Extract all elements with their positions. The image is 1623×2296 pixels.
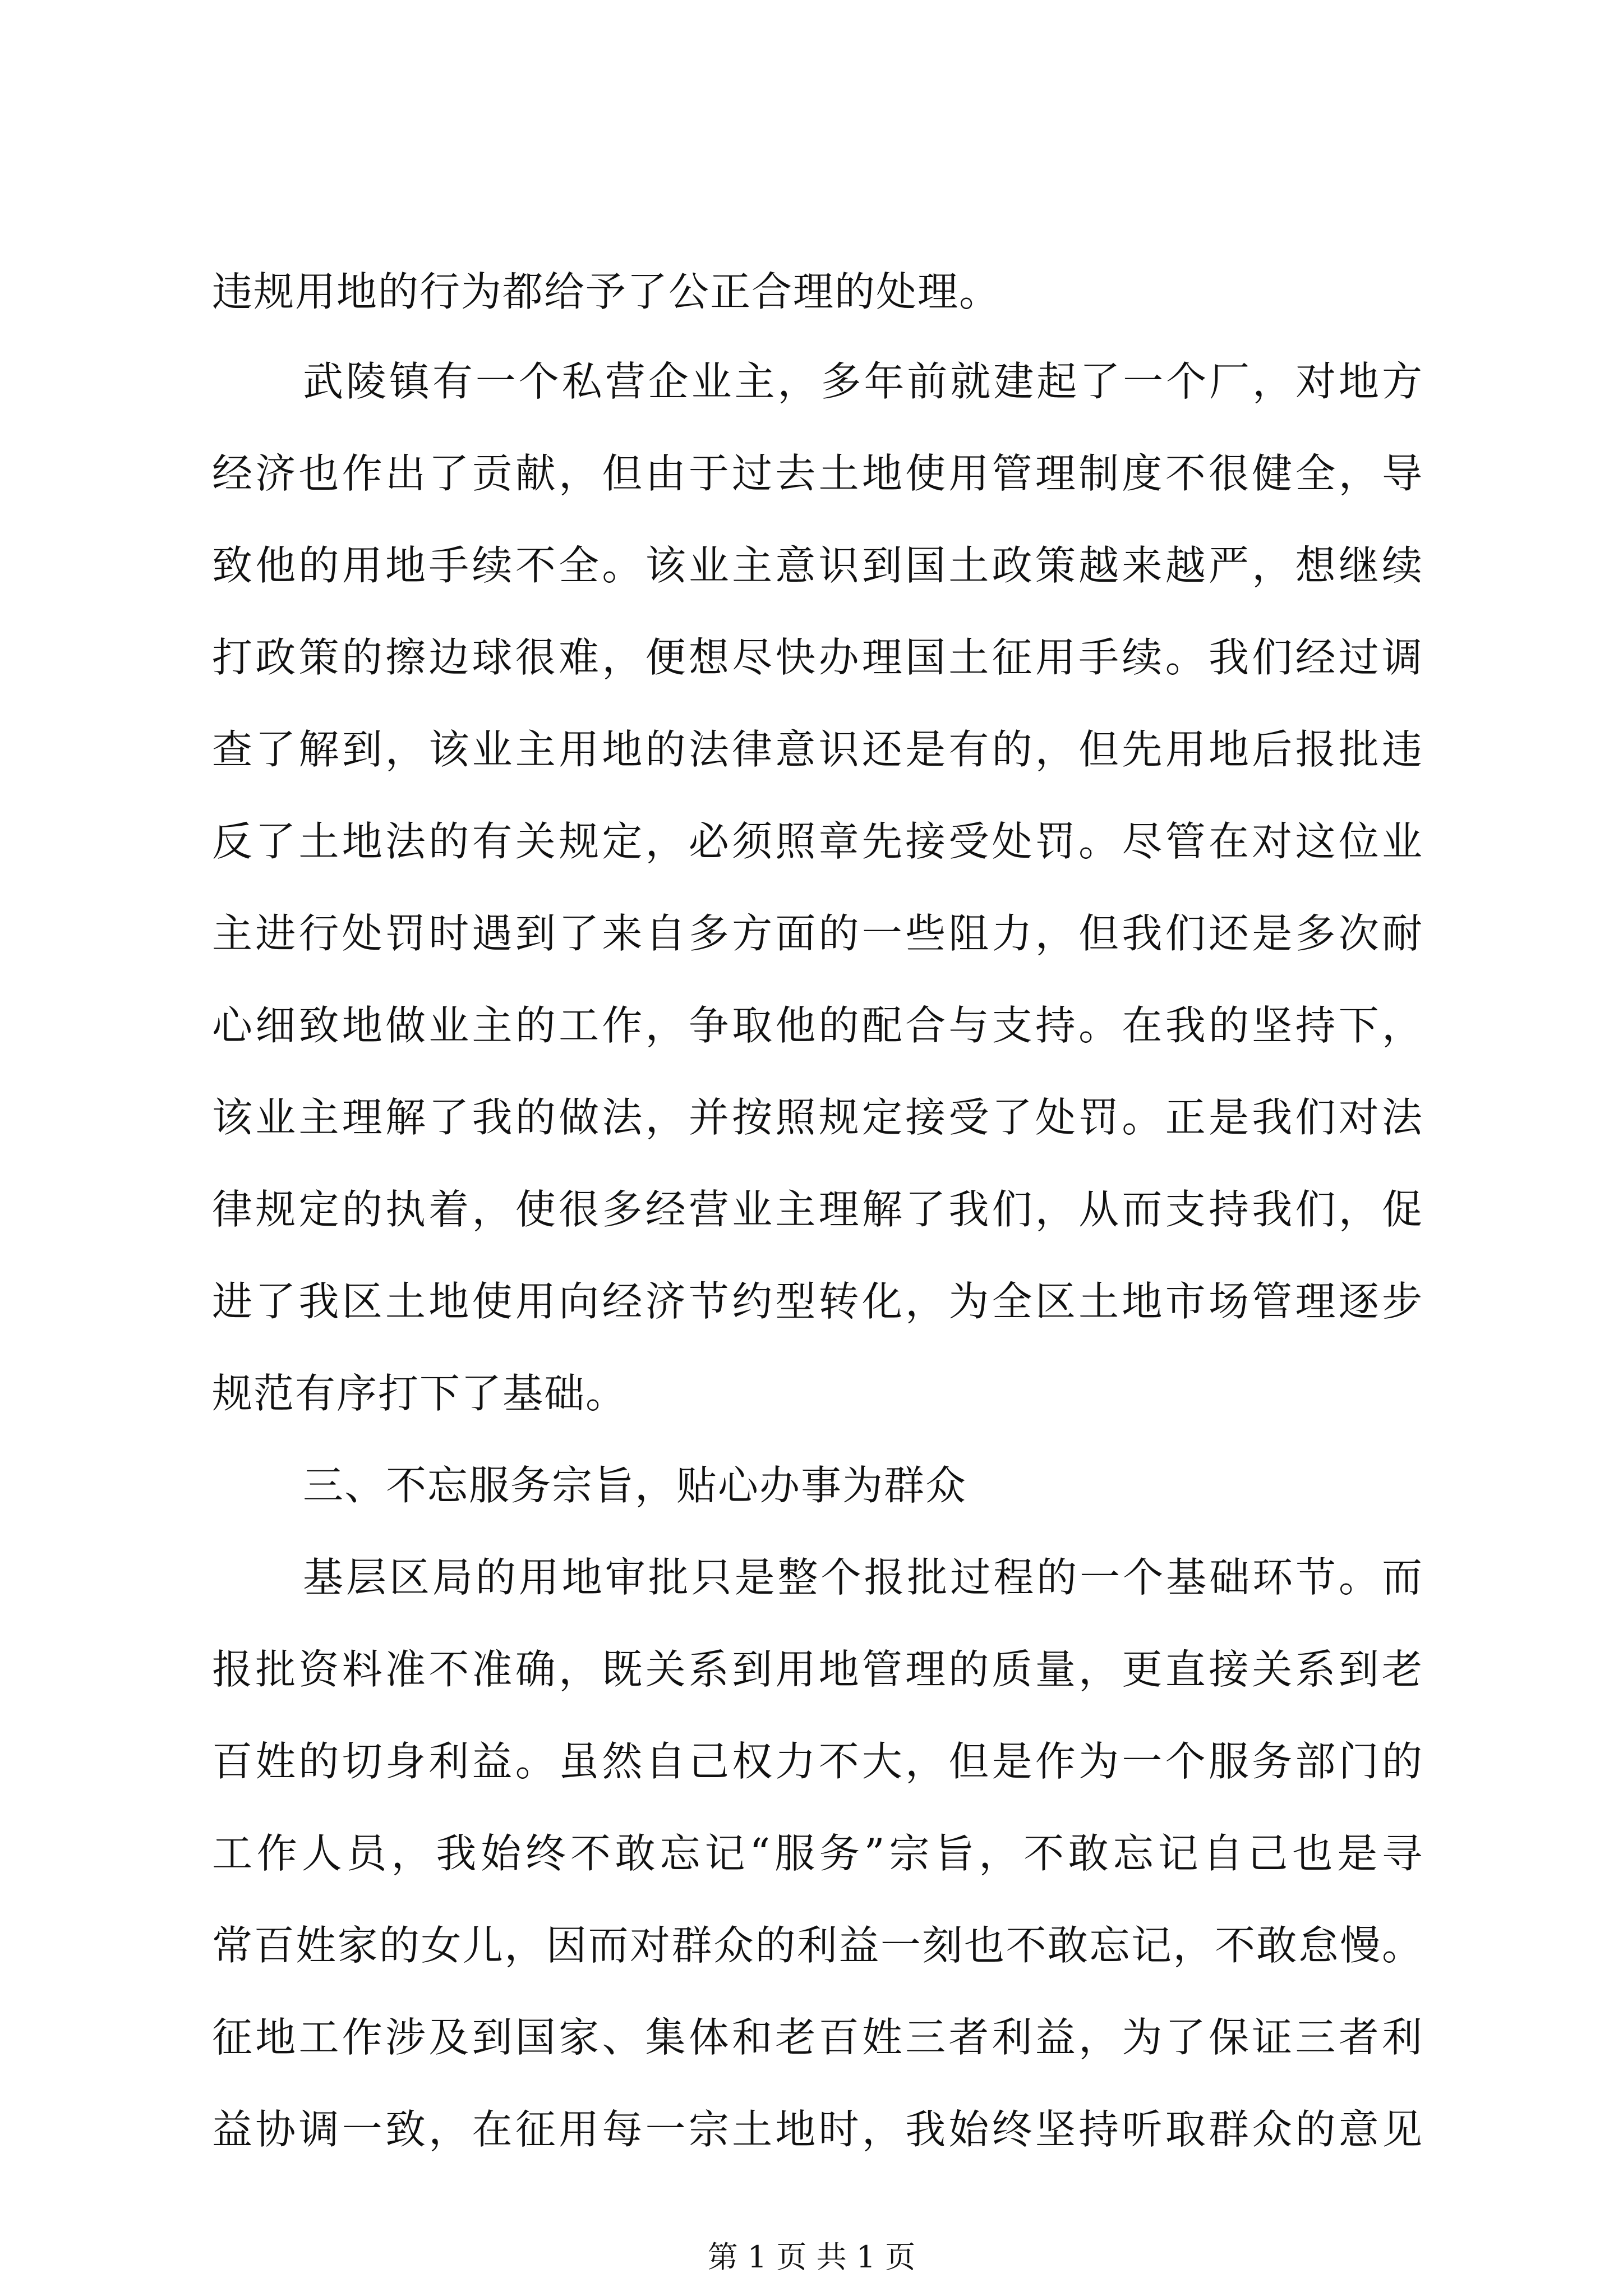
text-line-3: 经济也作出了贡献，但由于过去土地使用管理制度不很健全，导 xyxy=(212,450,1423,497)
text-line-9: 心细致地做业主的工作，争取他的配合与支持。在我的坚持下， xyxy=(212,1002,1423,1049)
text-line-10: 该业主理解了我的做法，并按照规定接受了处罚。正是我们对法 xyxy=(212,1094,1423,1141)
text-line-11: 律规定的执着，使很多经营业主理解了我们，从而支持我们，促 xyxy=(212,1186,1423,1233)
text-line-2: 武陵镇有一个私营企业主，多年前就建起了一个厂，对地方 xyxy=(303,358,1423,405)
text-line-7: 反了土地法的有关规定，必须照章先接受处罚。尽管在对这位业 xyxy=(212,818,1423,865)
text-line-13: 规范有序打下了基础。 xyxy=(212,1370,628,1417)
section-heading: 三、不忘服务宗旨，贴心办事为群众 xyxy=(303,1462,967,1509)
text-line-8: 主进行处罚时遇到了来自多方面的一些阻力，但我们还是多次耐 xyxy=(212,910,1423,957)
text-line-19: 常百姓家的女儿，因而对群众的利益一刻也不敢忘记，不敢怠慢。 xyxy=(212,1922,1423,1969)
text-line-6: 查了解到，该业主用地的法律意识还是有的，但先用地后报批违 xyxy=(212,726,1423,773)
text-line-20: 征地工作涉及到国家、集体和老百姓三者利益，为了保证三者利 xyxy=(212,2014,1423,2061)
text-line-4: 致他的用地手续不全。该业主意识到国土政策越来越严，想继续 xyxy=(212,542,1423,589)
text-line-18: 工作人员，我始终不敢忘记“服务”宗旨，不敢忘记自己也是寻 xyxy=(212,1830,1423,1877)
text-line-1: 违规用地的行为都给予了公正合理的处理。 xyxy=(212,268,1001,315)
text-line-16: 报批资料准不准确，既关系到用地管理的质量，更直接关系到老 xyxy=(212,1646,1423,1693)
page-footer: 第 1 页 共 1 页 xyxy=(707,2239,916,2275)
text-line-5: 打政策的擦边球很难，便想尽快办理国土征用手续。我们经过调 xyxy=(212,634,1423,681)
text-line-21: 益协调一致，在征用每一宗土地时，我始终坚持听取群众的意见 xyxy=(212,2106,1423,2153)
text-line-15: 基层区局的用地审批只是整个报批过程的一个基础环节。而 xyxy=(303,1554,1423,1601)
text-line-12: 进了我区土地使用向经济节约型转化，为全区土地市场管理逐步 xyxy=(212,1278,1423,1325)
text-line-17: 百姓的切身利益。虽然自己权力不大，但是作为一个服务部门的 xyxy=(212,1738,1423,1785)
